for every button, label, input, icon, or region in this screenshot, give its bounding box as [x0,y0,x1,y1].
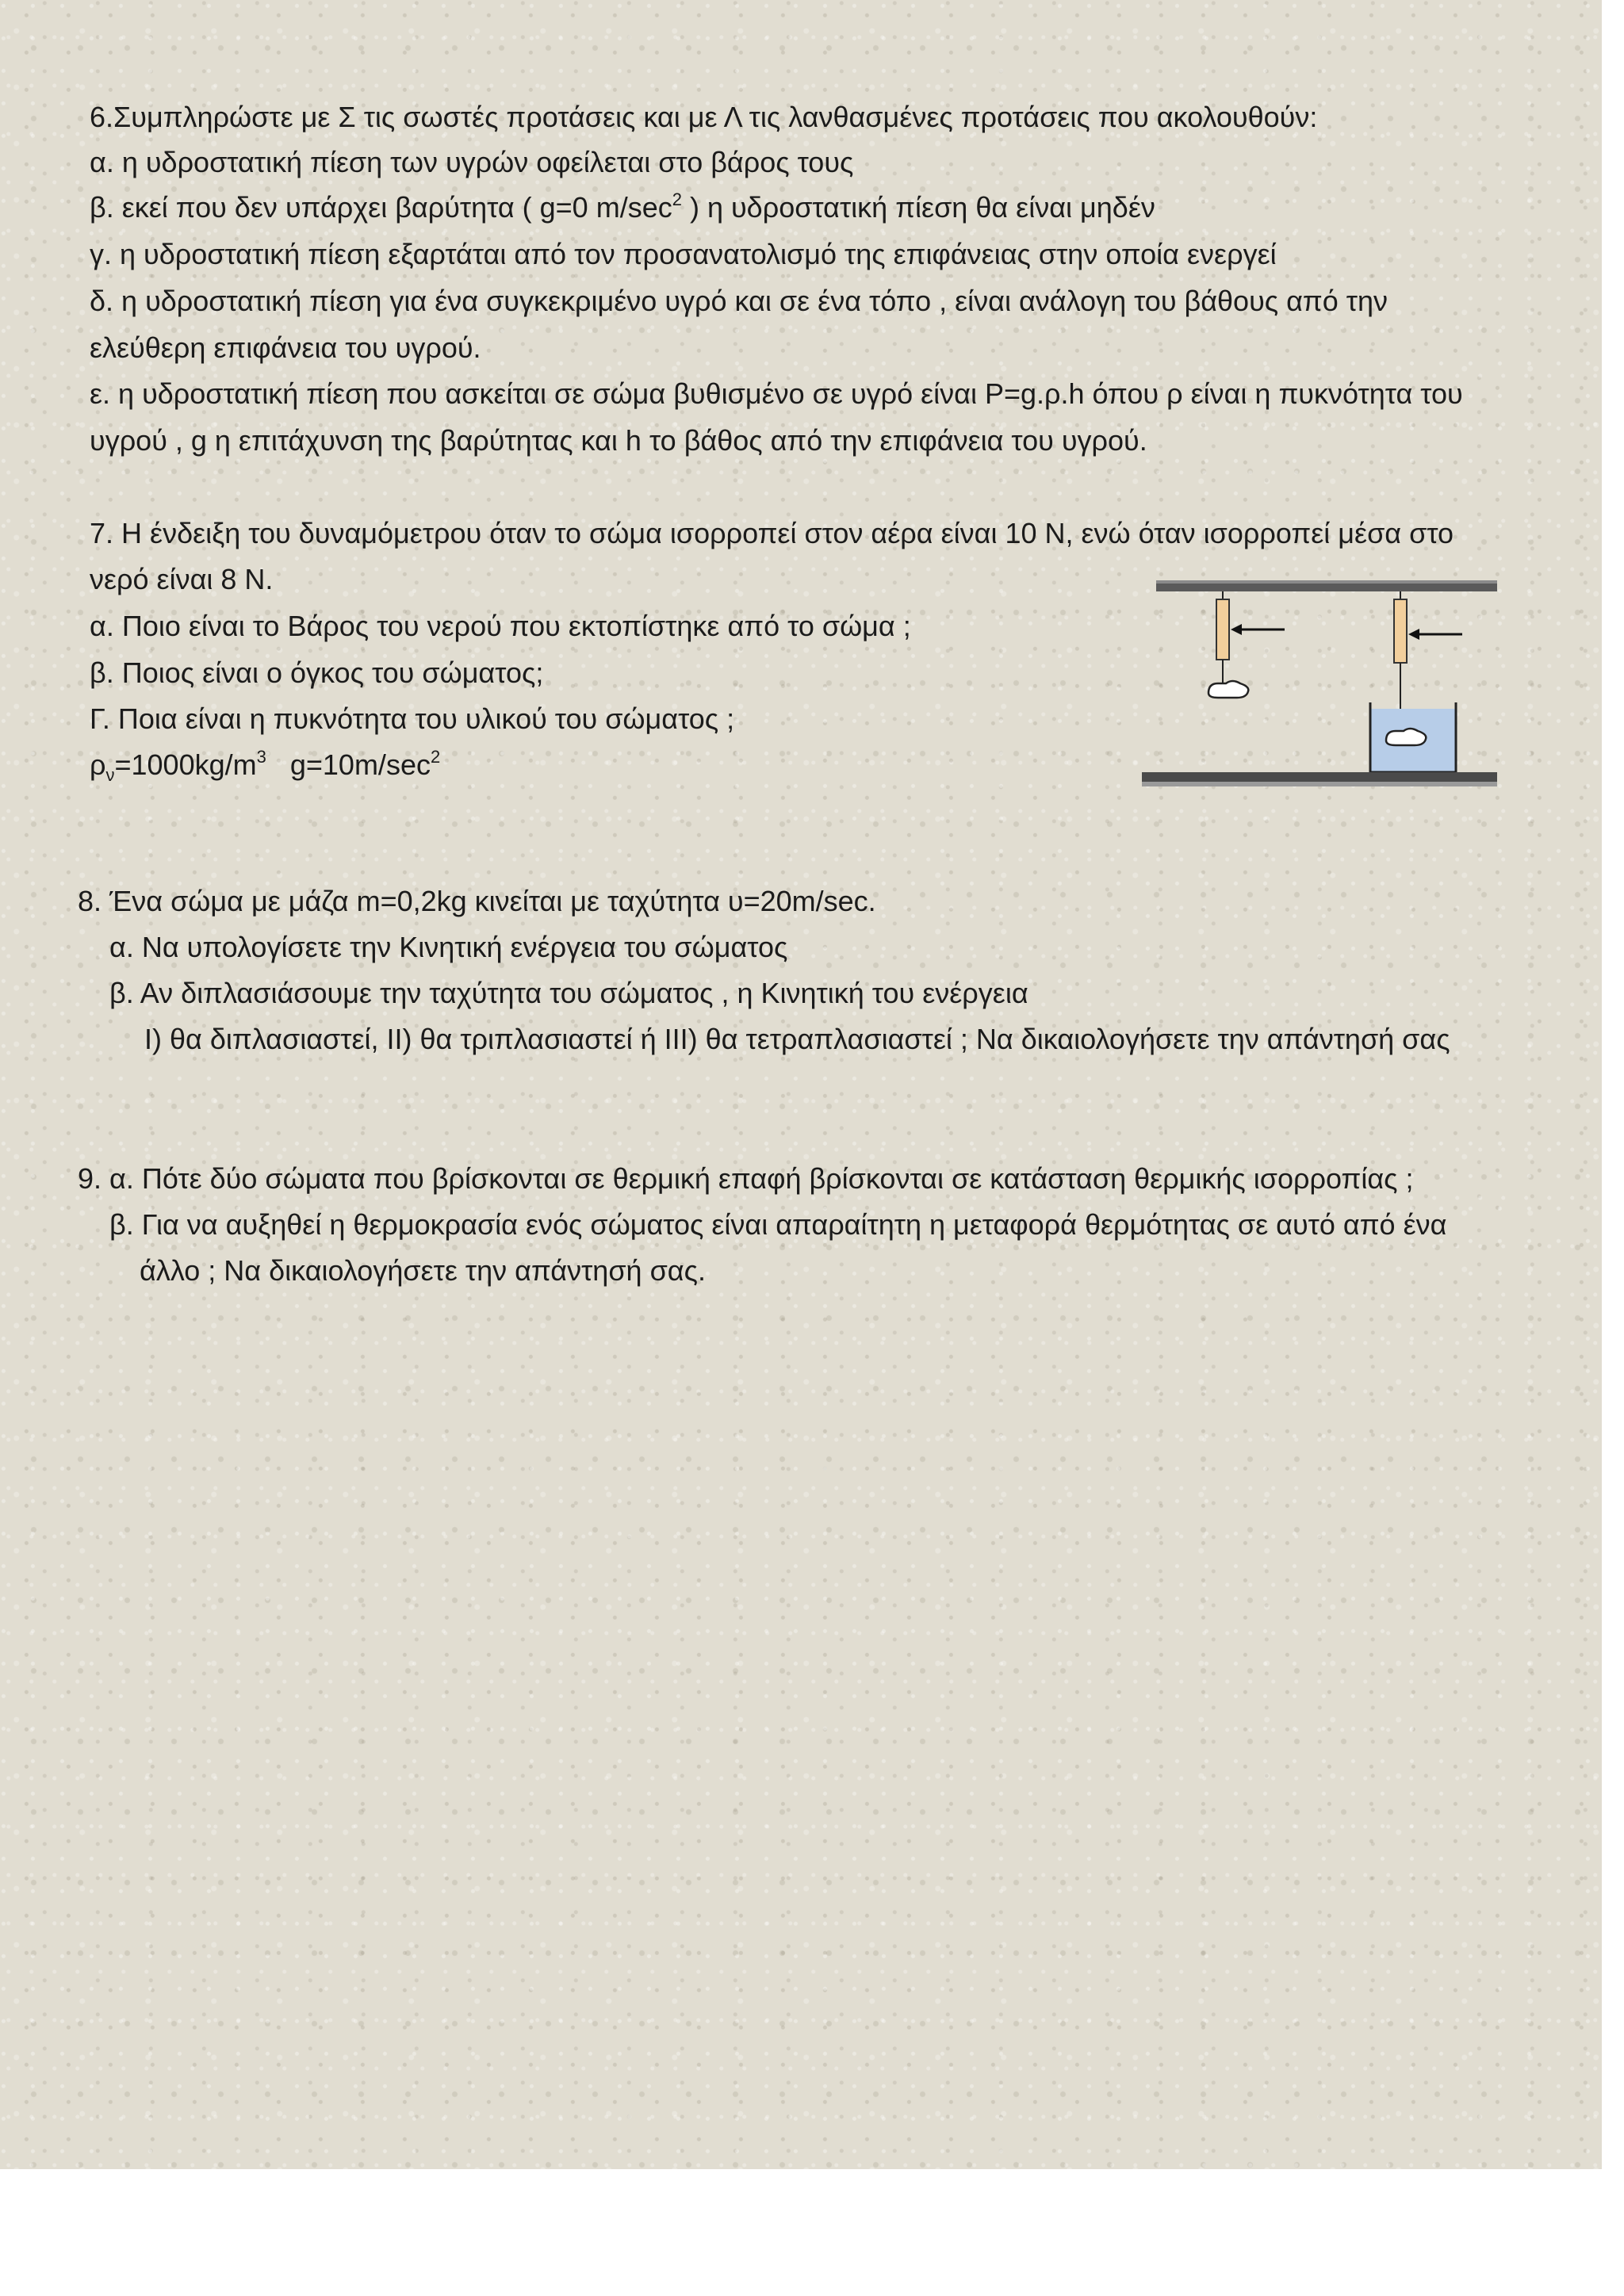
top-support-beam-highlight [1156,580,1497,584]
q8-options: Ι) θα διπλασιαστεί, ΙΙ) θα τριπλασιαστεί ή ΙΙΙ) θα τετραπλασιαστεί ; Να δικαιολογήσετε την απάντησή σας [144,1023,1450,1055]
q7-question-a: α. Ποιο είναι το Βάρος του νερού που εκτοπίστηκε από το σώμα ; [90,610,911,642]
object-in-air [1208,681,1248,698]
q6-title: 6.Συμπληρώστε με Σ τις σωστές προτάσεις και με Λ τις λανθασμένες προτάσεις που ακολουθούν: [90,101,1318,133]
q8-line1: 8. Ένα σώμα με μάζα m=0,2kg κινείται με ταχύτητα υ=20m/sec. [78,885,876,917]
dynamometer-air [1216,599,1229,660]
q7-question-b: β. Ποιος είναι ο όγκος του σώματος; [90,656,544,689]
object-in-water [1386,729,1426,745]
q7-given-values [90,747,441,786]
q6-statement-b-exponent: 2 [672,189,682,209]
q6-statement-c: γ. η υδροστατική πίεση εξαρτάται από τον προσανατολισμό της επιφάνειας στην οποία ενεργεί [90,238,1277,270]
q8-question-b: β. Αν διπλασιάσουμε την ταχύτητα του σώματος , η Κινητική του ενέργεια [109,977,1028,1009]
q6-statement-b-text-end: ) η υδροστατική πίεση θα είναι μηδέν [681,191,1155,224]
q6-statement-e-line1: ε. η υδροστατική πίεση που ασκείται σε σώμα βυθισμένο σε υγρό είναι P=g.ρ.h όπου ρ είναι η πυκνότητα του [90,377,1463,410]
arrow-water-head [1408,629,1419,640]
q9-question-b-line2: άλλο ; Να δικαιολογήσετε την απάντησή σας. [140,1254,706,1287]
dynamometer-figure [1142,572,1497,802]
q6-statement-a: α. η υδροστατική πίεση των υγρών οφείλεται στο βάρος τους [90,146,854,178]
water-density-subscript: ν [105,765,115,786]
floor-shadow [1142,782,1497,786]
q9-question-a: 9. α. Πότε δύο σώματα που βρίσκονται σε θερμική επαφή βρίσκονται σε κατάσταση θερμικής ισορροπίας ; [78,1162,1414,1195]
dynamometer-water [1394,599,1407,663]
q6-statement-e-line2: υγρού , g η επιτάχυνση της βαρύτητας και h το βάθος από την επιφάνεια του υγρού. [90,424,1147,457]
water-density-value: =1000kg/m [114,748,257,781]
q7-question-c: Γ. Ποια είναι η πυκνότητα του υλικού του σώματος ; [90,702,735,735]
q7-line2: νερό είναι 8 Ν. [90,563,274,595]
water-density-symbol: ρ [90,748,106,781]
q6-statement-b [90,189,1155,226]
q6-statement-b-text: β. εκεί που δεν υπάρχει βαρύτητα ( g=0 m/sec [90,191,672,224]
gravity-value: g=10m/sec [289,748,431,781]
arrow-air-head [1231,624,1242,635]
q7-line1: 7. Η ένδειξη του δυναμόμετρου όταν το σώμα ισορροπεί στον αέρα είναι 10 Ν, ενώ όταν ισορροπεί μέσα στο [90,517,1454,549]
q9-question-b-line1: β. Για να αυξηθεί η θερμοκρασία ενός σώματος είναι απαραίτητη η μεταφορά θερμότητας σε αυτό από ένα [109,1208,1447,1241]
gravity-exponent: 2 [430,747,441,767]
q6-statement-d-line1: δ. η υδροστατική πίεση για ένα συγκεκριμένο υγρό και σε ένα τόπο , είναι ανάλογη του βάθους από την [90,285,1388,317]
q8-question-a: α. Να υπολογίσετε την Κινητική ενέργεια του σώματος [109,931,788,963]
water-density-exponent: 3 [256,747,266,767]
q6-statement-d-line2: ελεύθερη επιφάνεια του υγρού. [90,331,481,364]
